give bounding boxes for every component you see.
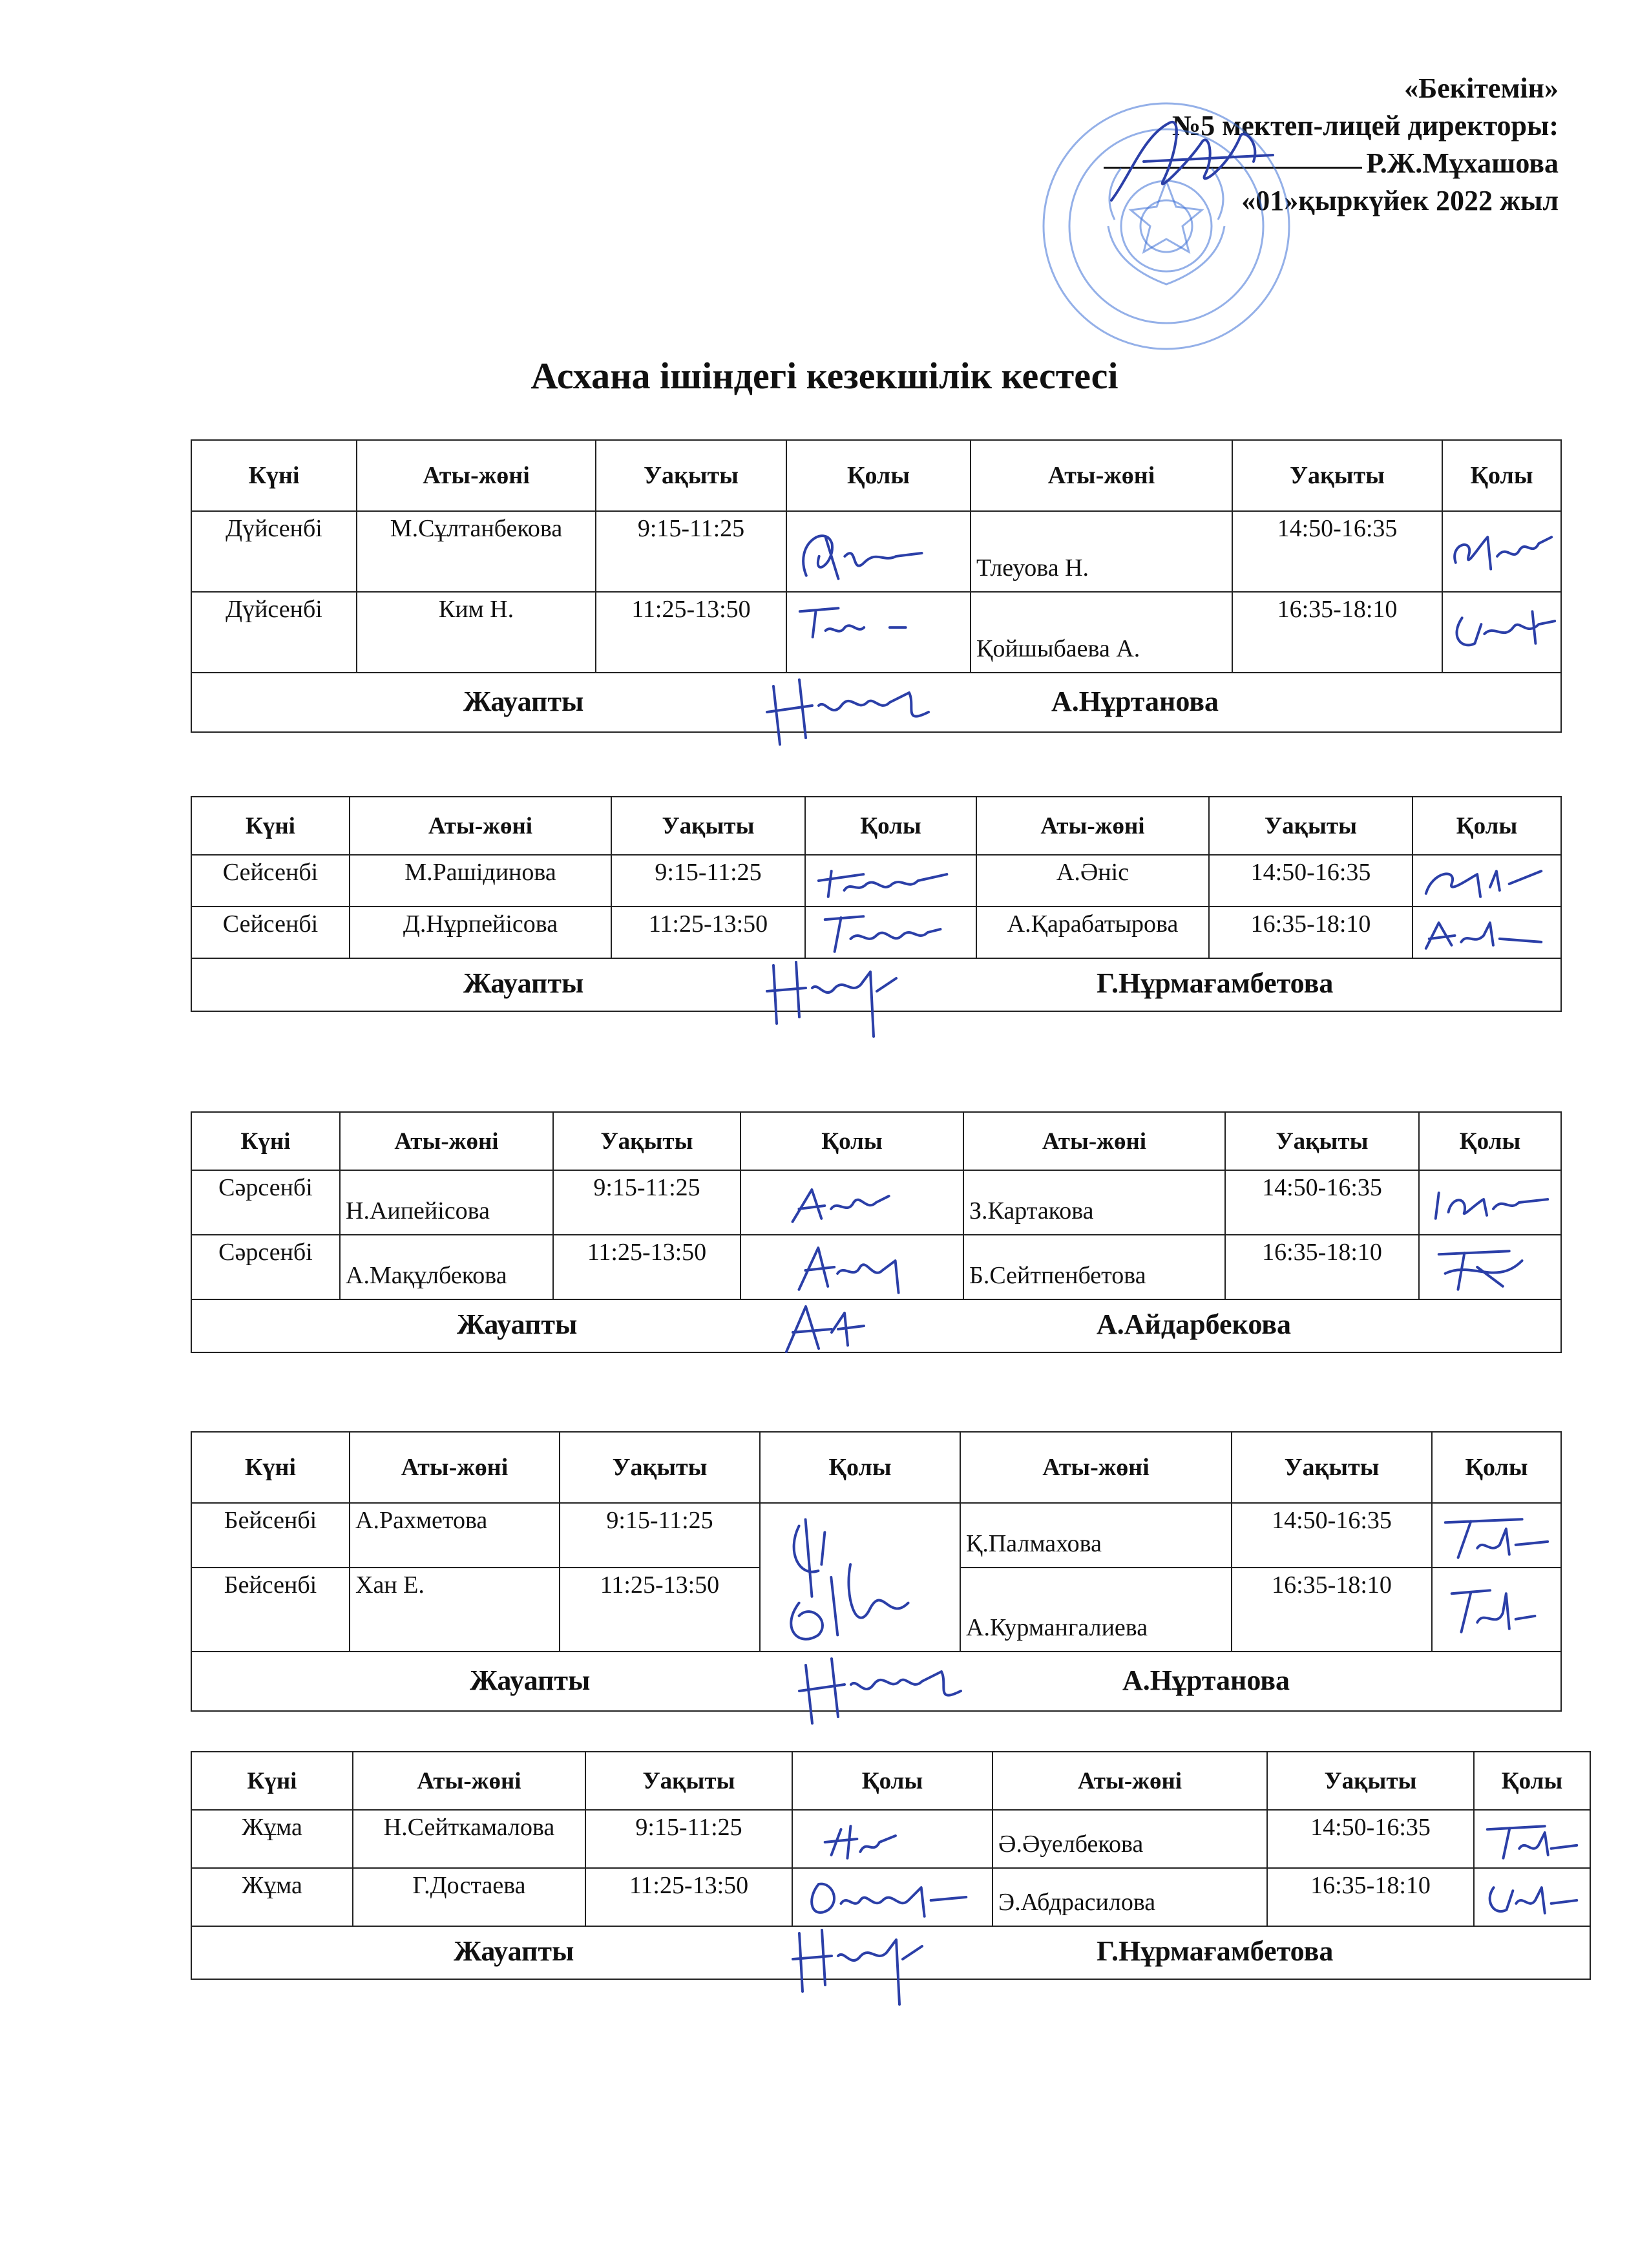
- signature-cell: [1419, 1235, 1561, 1299]
- table-row: [191, 1868, 1590, 1926]
- name-cell: А.Рахметова: [350, 1503, 560, 1568]
- header-signature: Қолы: [740, 1112, 963, 1170]
- table-header-row: [191, 1432, 1561, 1503]
- handwritten-signature-icon: [1413, 907, 1560, 958]
- header-time: Уақыты: [585, 1752, 792, 1810]
- day-cell: Жұма: [191, 1868, 353, 1926]
- handwritten-signature-icon: [786, 1920, 980, 2011]
- responsible-row: [191, 1926, 1590, 1979]
- handwritten-signature-icon: [1443, 512, 1560, 591]
- approval-heading: «Бекітемін»: [1404, 72, 1559, 104]
- responsible-cell: [191, 958, 1561, 1011]
- header-time: Уақыты: [611, 797, 805, 855]
- responsible-name: А.Айдарбекова: [1097, 1308, 1292, 1340]
- name-cell: М.Сұлтанбекова: [357, 511, 596, 592]
- signature-cell: [792, 1810, 993, 1868]
- schedule-table-wednesday: [191, 1111, 1562, 1353]
- time-cell: 14:50-16:35: [1267, 1810, 1474, 1868]
- header-signature: Қолы: [792, 1752, 993, 1810]
- name-cell: Э.Абдрасилова: [993, 1868, 1267, 1926]
- header-day: Күні: [191, 1432, 350, 1503]
- time-cell: 16:35-18:10: [1267, 1868, 1474, 1926]
- name-cell: Хан Е.: [350, 1568, 560, 1652]
- responsible-row: [191, 1652, 1561, 1711]
- director-signature-icon: [1092, 97, 1286, 226]
- time-cell: 11:25-13:50: [596, 592, 786, 673]
- responsible-row: [191, 673, 1561, 732]
- name-cell: М.Рашідинова: [350, 855, 611, 907]
- time-cell: 16:35-18:10: [1232, 592, 1442, 673]
- signature-cell: [1442, 511, 1561, 592]
- header-name: Аты-жөні: [350, 797, 611, 855]
- header-time: Уақыты: [553, 1112, 740, 1170]
- signature-cell: [805, 855, 976, 907]
- day-cell: Сәрсенбі: [191, 1235, 340, 1299]
- time-cell: 14:50-16:35: [1225, 1170, 1419, 1235]
- name-cell: А.Әніс: [976, 855, 1209, 907]
- signature-cell: [1413, 907, 1561, 958]
- header-time: Уақыты: [1267, 1752, 1474, 1810]
- handwritten-signature-icon: [1475, 1869, 1590, 1926]
- header-signature: Қолы: [786, 440, 971, 511]
- header-signature: Қолы: [1413, 797, 1561, 855]
- name-cell: Н.Аипейісова: [340, 1170, 553, 1235]
- signature-cell: [786, 511, 971, 592]
- time-cell: 9:15-11:25: [596, 511, 786, 592]
- signature-cell: [1474, 1810, 1590, 1868]
- handwritten-signature-icon: [806, 907, 976, 958]
- header-name: Аты-жөні: [993, 1752, 1267, 1810]
- header-time: Уақыты: [1225, 1112, 1419, 1170]
- signature-cell: [1432, 1503, 1561, 1568]
- time-cell: 9:15-11:25: [553, 1170, 740, 1235]
- handwritten-signature-icon: [761, 667, 954, 757]
- schedule-table-friday: [191, 1751, 1591, 1980]
- name-cell: Қойшыбаева А.: [971, 592, 1232, 673]
- signature-cell: [740, 1170, 963, 1235]
- signature-cell: [786, 592, 971, 673]
- signature-cell: [740, 1235, 963, 1299]
- header-name: Аты-жөні: [340, 1112, 553, 1170]
- day-cell: Бейсенбі: [191, 1568, 350, 1652]
- header-signature: Қолы: [805, 797, 976, 855]
- approval-date: «01»қыркүйек 2022 жыл: [1241, 185, 1559, 216]
- table-row: [191, 1503, 1561, 1568]
- header-signature: Қолы: [1442, 440, 1561, 511]
- header-time: Уақыты: [1232, 1432, 1432, 1503]
- header-signature: Қолы: [1474, 1752, 1590, 1810]
- day-cell: Жұма: [191, 1810, 353, 1868]
- table-row: [191, 1170, 1561, 1235]
- handwritten-signature-icon: [806, 856, 976, 906]
- table-row: [191, 1810, 1590, 1868]
- time-cell: 16:35-18:10: [1232, 1568, 1432, 1652]
- time-cell: 16:35-18:10: [1225, 1235, 1419, 1299]
- time-cell: 11:25-13:50: [560, 1568, 760, 1652]
- name-cell: А.Қарабатырова: [976, 907, 1209, 958]
- header-name: Аты-жөні: [357, 440, 596, 511]
- responsible-row: [191, 958, 1561, 1011]
- day-cell: Сейсенбі: [191, 907, 350, 958]
- header-time: Уақыты: [560, 1432, 760, 1503]
- handwritten-signature-icon: [773, 1294, 967, 1384]
- time-cell: 9:15-11:25: [560, 1503, 760, 1568]
- handwritten-signature-icon: [793, 1869, 992, 1926]
- name-cell: Д.Нұрпейісова: [350, 907, 611, 958]
- handwritten-signature-icon: [1443, 593, 1560, 672]
- time-cell: 9:15-11:25: [611, 855, 805, 907]
- header-day: Күні: [191, 1112, 340, 1170]
- time-cell: 14:50-16:35: [1209, 855, 1413, 907]
- time-cell: 11:25-13:50: [585, 1868, 792, 1926]
- header-day: Күні: [191, 440, 357, 511]
- approval-position: №5 мектеп-лицей директоры:: [1172, 110, 1559, 142]
- responsible-name: Г.Нұрмағамбетова: [1097, 967, 1334, 999]
- handwritten-signature-icon: [1413, 856, 1560, 906]
- table-row: [191, 855, 1561, 907]
- signature-cell: [1419, 1170, 1561, 1235]
- schedule-table-monday: [191, 439, 1562, 733]
- header-time: Уақыты: [596, 440, 786, 511]
- responsible-cell: [191, 673, 1561, 732]
- handwritten-signature-icon: [1433, 1568, 1560, 1651]
- header-name: Аты-жөні: [353, 1752, 585, 1810]
- name-cell: Г.Достаева: [353, 1868, 585, 1926]
- responsible-name: А.Нұртанова: [1122, 1664, 1290, 1696]
- schedule-table-thursday: [191, 1431, 1562, 1712]
- signature-cell: [1413, 855, 1561, 907]
- name-cell: Ә.Әуелбекова: [993, 1810, 1267, 1868]
- table-row: [191, 1235, 1561, 1299]
- signature-cell: [1442, 592, 1561, 673]
- table-header-row: [191, 1752, 1590, 1810]
- time-cell: 11:25-13:50: [553, 1235, 740, 1299]
- signature-cell: [1432, 1568, 1561, 1652]
- header-signature: Қолы: [760, 1432, 960, 1503]
- name-cell: З.Картакова: [963, 1170, 1225, 1235]
- time-cell: 14:50-16:35: [1232, 1503, 1432, 1568]
- day-cell: Сәрсенбі: [191, 1170, 340, 1235]
- day-cell: Сейсенбі: [191, 855, 350, 907]
- header-time: Уақыты: [1209, 797, 1413, 855]
- header-name: Аты-жөні: [350, 1432, 560, 1503]
- header-name: Аты-жөні: [963, 1112, 1225, 1170]
- responsible-name: А.Нұртанова: [1051, 686, 1219, 717]
- handwritten-signature-icon: [1475, 1811, 1590, 1867]
- header-name: Аты-жөні: [971, 440, 1232, 511]
- name-cell: А.Мақұлбекова: [340, 1235, 553, 1299]
- responsible-label: Жауапты: [463, 967, 584, 999]
- table-row: [191, 907, 1561, 958]
- signature-cell: [792, 1868, 993, 1926]
- header-signature: Қолы: [1419, 1112, 1561, 1170]
- responsible-cell: [191, 1299, 1561, 1352]
- handwritten-signature-icon: [761, 952, 954, 1043]
- name-cell: Қ.Палмахова: [960, 1503, 1232, 1568]
- responsible-row: [191, 1299, 1561, 1352]
- header-day: Күні: [191, 1752, 353, 1810]
- signature-cell: [760, 1503, 960, 1652]
- handwritten-signature-icon: [741, 1235, 963, 1299]
- responsible-label: Жауапты: [457, 1308, 578, 1340]
- responsible-label: Жауапты: [463, 686, 584, 717]
- page-title: Асхана ішіндегі кезекшілік кестесі: [530, 355, 1119, 397]
- handwritten-signature-icon: [1420, 1235, 1560, 1299]
- day-cell: Дүйсенбі: [191, 592, 357, 673]
- day-cell: Дүйсенбі: [191, 511, 357, 592]
- header-time: Уақыты: [1232, 440, 1442, 511]
- handwritten-signature-icon: [1420, 1171, 1560, 1234]
- name-cell: Б.Сейтпенбетова: [963, 1235, 1225, 1299]
- table-row: [191, 511, 1561, 592]
- director-name: Р.Ж.Мұхашова: [1366, 147, 1559, 179]
- handwritten-signature-icon: [793, 1646, 987, 1736]
- table-header-row: [191, 440, 1561, 511]
- handwritten-signature-icon: [787, 512, 970, 591]
- handwritten-signature-icon: [793, 1811, 992, 1867]
- handwritten-signature-icon: [1433, 1504, 1560, 1567]
- name-cell: Тлеуова Н.: [971, 511, 1232, 592]
- day-cell: Бейсенбі: [191, 1503, 350, 1568]
- header-day: Күні: [191, 797, 350, 855]
- header-name: Аты-жөні: [976, 797, 1209, 855]
- time-cell: 14:50-16:35: [1232, 511, 1442, 592]
- table-row: [191, 592, 1561, 673]
- name-cell: Ким Н.: [357, 592, 596, 673]
- header-name: Аты-жөні: [960, 1432, 1232, 1503]
- responsible-label: Жауапты: [470, 1664, 591, 1696]
- time-cell: 16:35-18:10: [1209, 907, 1413, 958]
- responsible-name: Г.Нұрмағамбетова: [1097, 1935, 1334, 1967]
- name-cell: Н.Сейткамалова: [353, 1810, 585, 1868]
- responsible-cell: [191, 1926, 1590, 1979]
- responsible-label: Жауапты: [454, 1935, 574, 1967]
- time-cell: 9:15-11:25: [585, 1810, 792, 1868]
- time-cell: 11:25-13:50: [611, 907, 805, 958]
- handwritten-signature-icon: [787, 593, 970, 672]
- handwritten-signature-icon: [741, 1171, 963, 1234]
- handwritten-signature-icon: [761, 1504, 960, 1651]
- table-header-row: [191, 797, 1561, 855]
- responsible-cell: [191, 1652, 1561, 1711]
- signature-cell: [1474, 1868, 1590, 1926]
- header-signature: Қолы: [1432, 1432, 1561, 1503]
- table-header-row: [191, 1112, 1561, 1170]
- schedule-table-tuesday: [191, 796, 1562, 1012]
- signature-cell: [805, 907, 976, 958]
- name-cell: А.Курмангалиева: [960, 1568, 1232, 1652]
